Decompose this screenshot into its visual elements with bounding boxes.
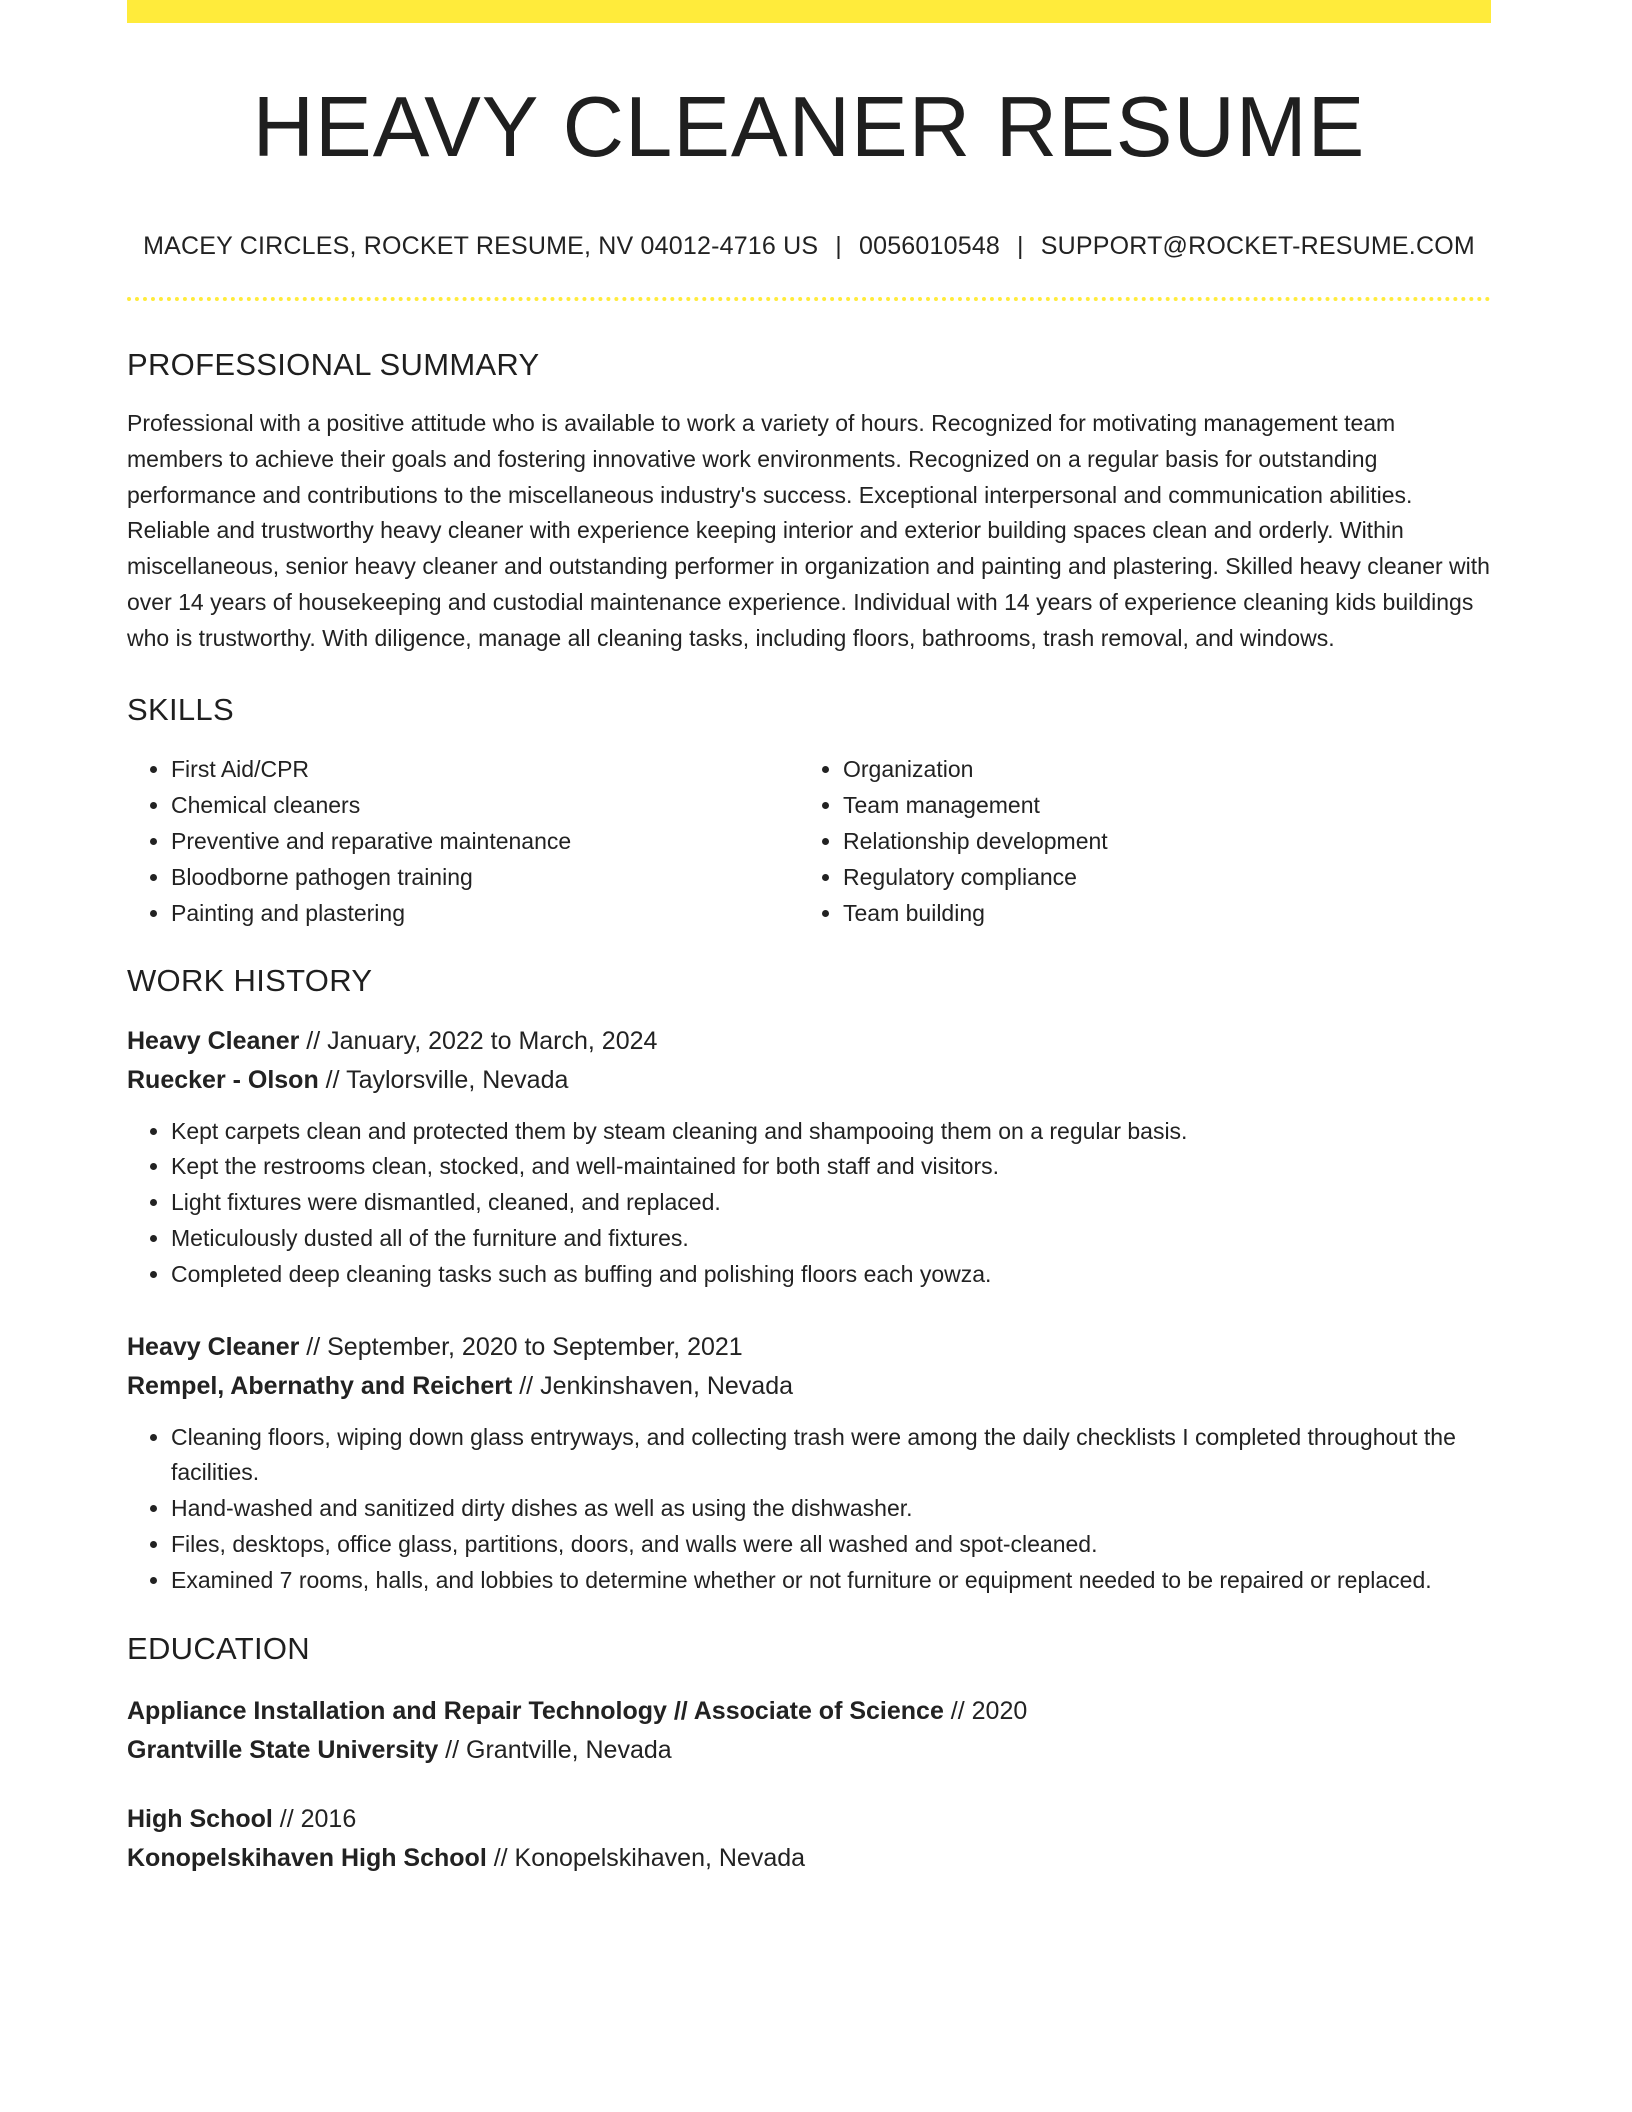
job-duty: • Hand-washed and sanitized dirty dishes as well as using the dishwasher. [171, 1491, 1491, 1527]
skills-grid [127, 751, 1491, 931]
job-location: // Taylorsville, Nevada [318, 1065, 569, 1094]
skill-item: • First Aid/CPR [171, 751, 799, 787]
contact-address: MACEY CIRCLES, ROCKET RESUME, NV 04012-4716 US [143, 232, 819, 260]
job-location: // Jenkinshaven, Nevada [512, 1371, 794, 1400]
job-company-line [127, 1061, 1491, 1100]
education-year: // 2020 [943, 1696, 1028, 1725]
education-heading: EDUCATION [127, 1630, 310, 1666]
education-entry [127, 1692, 1491, 1770]
skill-item: • Team building [843, 895, 1471, 931]
education-school: Grantville State University [127, 1735, 439, 1764]
job-dates: // January, 2022 to March, 2024 [299, 1026, 658, 1055]
job-duty: • Completed deep cleaning tasks such as buffing and polishing floors each yowza. [171, 1257, 1491, 1293]
skills-right-column [799, 751, 1471, 931]
job-duties-list [127, 1420, 1491, 1599]
job-title-line [127, 1022, 1491, 1061]
skill-item: • Team management [843, 787, 1471, 823]
summary-text: Professional with a positive attitude who is available to work a variety of hours. Recognized for motivating management team members to achieve their goals and fostering innovative work environments. Recognized on a regular basis for outstanding performance and contributions to the miscellaneous industry's success. Exceptional interpersonal and communication abilities. Reliable and trustworthy heavy cleaner with experience keeping interior and exterior building spaces clean and orderly. Within miscellaneous, senior heavy cleaner and outstanding performer in organization and painting and plastering. Skilled heavy cleaner with over 14 years of housekeeping and custodial maintenance experience. Individual with 14 years of experience cleaning kids buildings who is trustworthy. With diligence, manage all cleaning tasks, including floors, bathrooms, trash removal, and windows. [127, 410, 1490, 651]
skill-item: • Bloodborne pathogen training [171, 859, 799, 895]
education-degree-line [127, 1800, 1491, 1839]
job-duties-list [127, 1114, 1491, 1293]
skill-item: • Organization [843, 751, 1471, 787]
contact-line [127, 234, 1491, 259]
job-entry [127, 1328, 1491, 1599]
skill-item: • Regulatory compliance [843, 859, 1471, 895]
job-entry [127, 1022, 1491, 1293]
contact-separator: | [835, 232, 842, 260]
job-dates: // September, 2020 to September, 2021 [299, 1332, 743, 1361]
skill-item: • Chemical cleaners [171, 787, 799, 823]
skill-item: • Painting and plastering [171, 895, 799, 931]
job-title: Heavy Cleaner [127, 1026, 300, 1055]
job-duty: • Cleaning floors, wiping down glass entryways, and collecting trash were among the daily checklists I completed throughout the facilities. [171, 1420, 1491, 1492]
accent-top-bar [127, 0, 1491, 23]
education-degree: Appliance Installation and Repair Technology // Associate of Science [127, 1696, 944, 1725]
summary-heading: PROFESSIONAL SUMMARY [127, 347, 540, 382]
skills-heading: SKILLS [127, 691, 234, 727]
education-location: // Grantville, Nevada [438, 1735, 672, 1764]
skill-item: • Relationship development [843, 823, 1471, 859]
job-duty: • Kept the restrooms clean, stocked, and well-maintained for both staff and visitors. [171, 1149, 1491, 1185]
job-company: Ruecker - Olson [127, 1065, 319, 1094]
job-duty: • Meticulously dusted all of the furniture and fixtures. [171, 1221, 1491, 1257]
job-title: Heavy Cleaner [127, 1332, 300, 1361]
resume-title: HEAVY CLEANER RESUME [252, 80, 1366, 175]
education-degree: High School [127, 1804, 273, 1833]
education-school-line [127, 1839, 1491, 1878]
work-history-heading: WORK HISTORY [127, 962, 373, 998]
education-school-line [127, 1731, 1491, 1770]
job-duty: • Files, desktops, office glass, partitions, doors, and walls were all washed and spot-cleaned. [171, 1527, 1491, 1563]
education-degree-line [127, 1692, 1491, 1731]
job-company-line [127, 1367, 1491, 1406]
job-company: Rempel, Abernathy and Reichert [127, 1371, 513, 1400]
contact-separator: | [1017, 232, 1024, 260]
job-duty: • Kept carpets clean and protected them by steam cleaning and shampooing them on a regular basis. [171, 1114, 1491, 1150]
resume-page [127, 0, 1491, 1878]
education-year: // 2016 [272, 1804, 357, 1833]
dotted-divider [127, 297, 1491, 301]
education-entry [127, 1800, 1491, 1878]
education-school: Konopelskihaven High School [127, 1843, 487, 1872]
job-duty: • Examined 7 rooms, halls, and lobbies to determine whether or not furniture or equipment needed to be repaired or replaced. [171, 1563, 1491, 1599]
contact-phone: 0056010548 [859, 232, 1001, 260]
education-location: // Konopelskihaven, Nevada [486, 1843, 806, 1872]
job-duty: • Light fixtures were dismantled, cleaned, and replaced. [171, 1185, 1491, 1221]
job-title-line [127, 1328, 1491, 1367]
skill-item: • Preventive and reparative maintenance [171, 823, 799, 859]
skills-left-column [127, 751, 799, 931]
contact-email: SUPPORT@ROCKET-RESUME.COM [1040, 232, 1475, 260]
